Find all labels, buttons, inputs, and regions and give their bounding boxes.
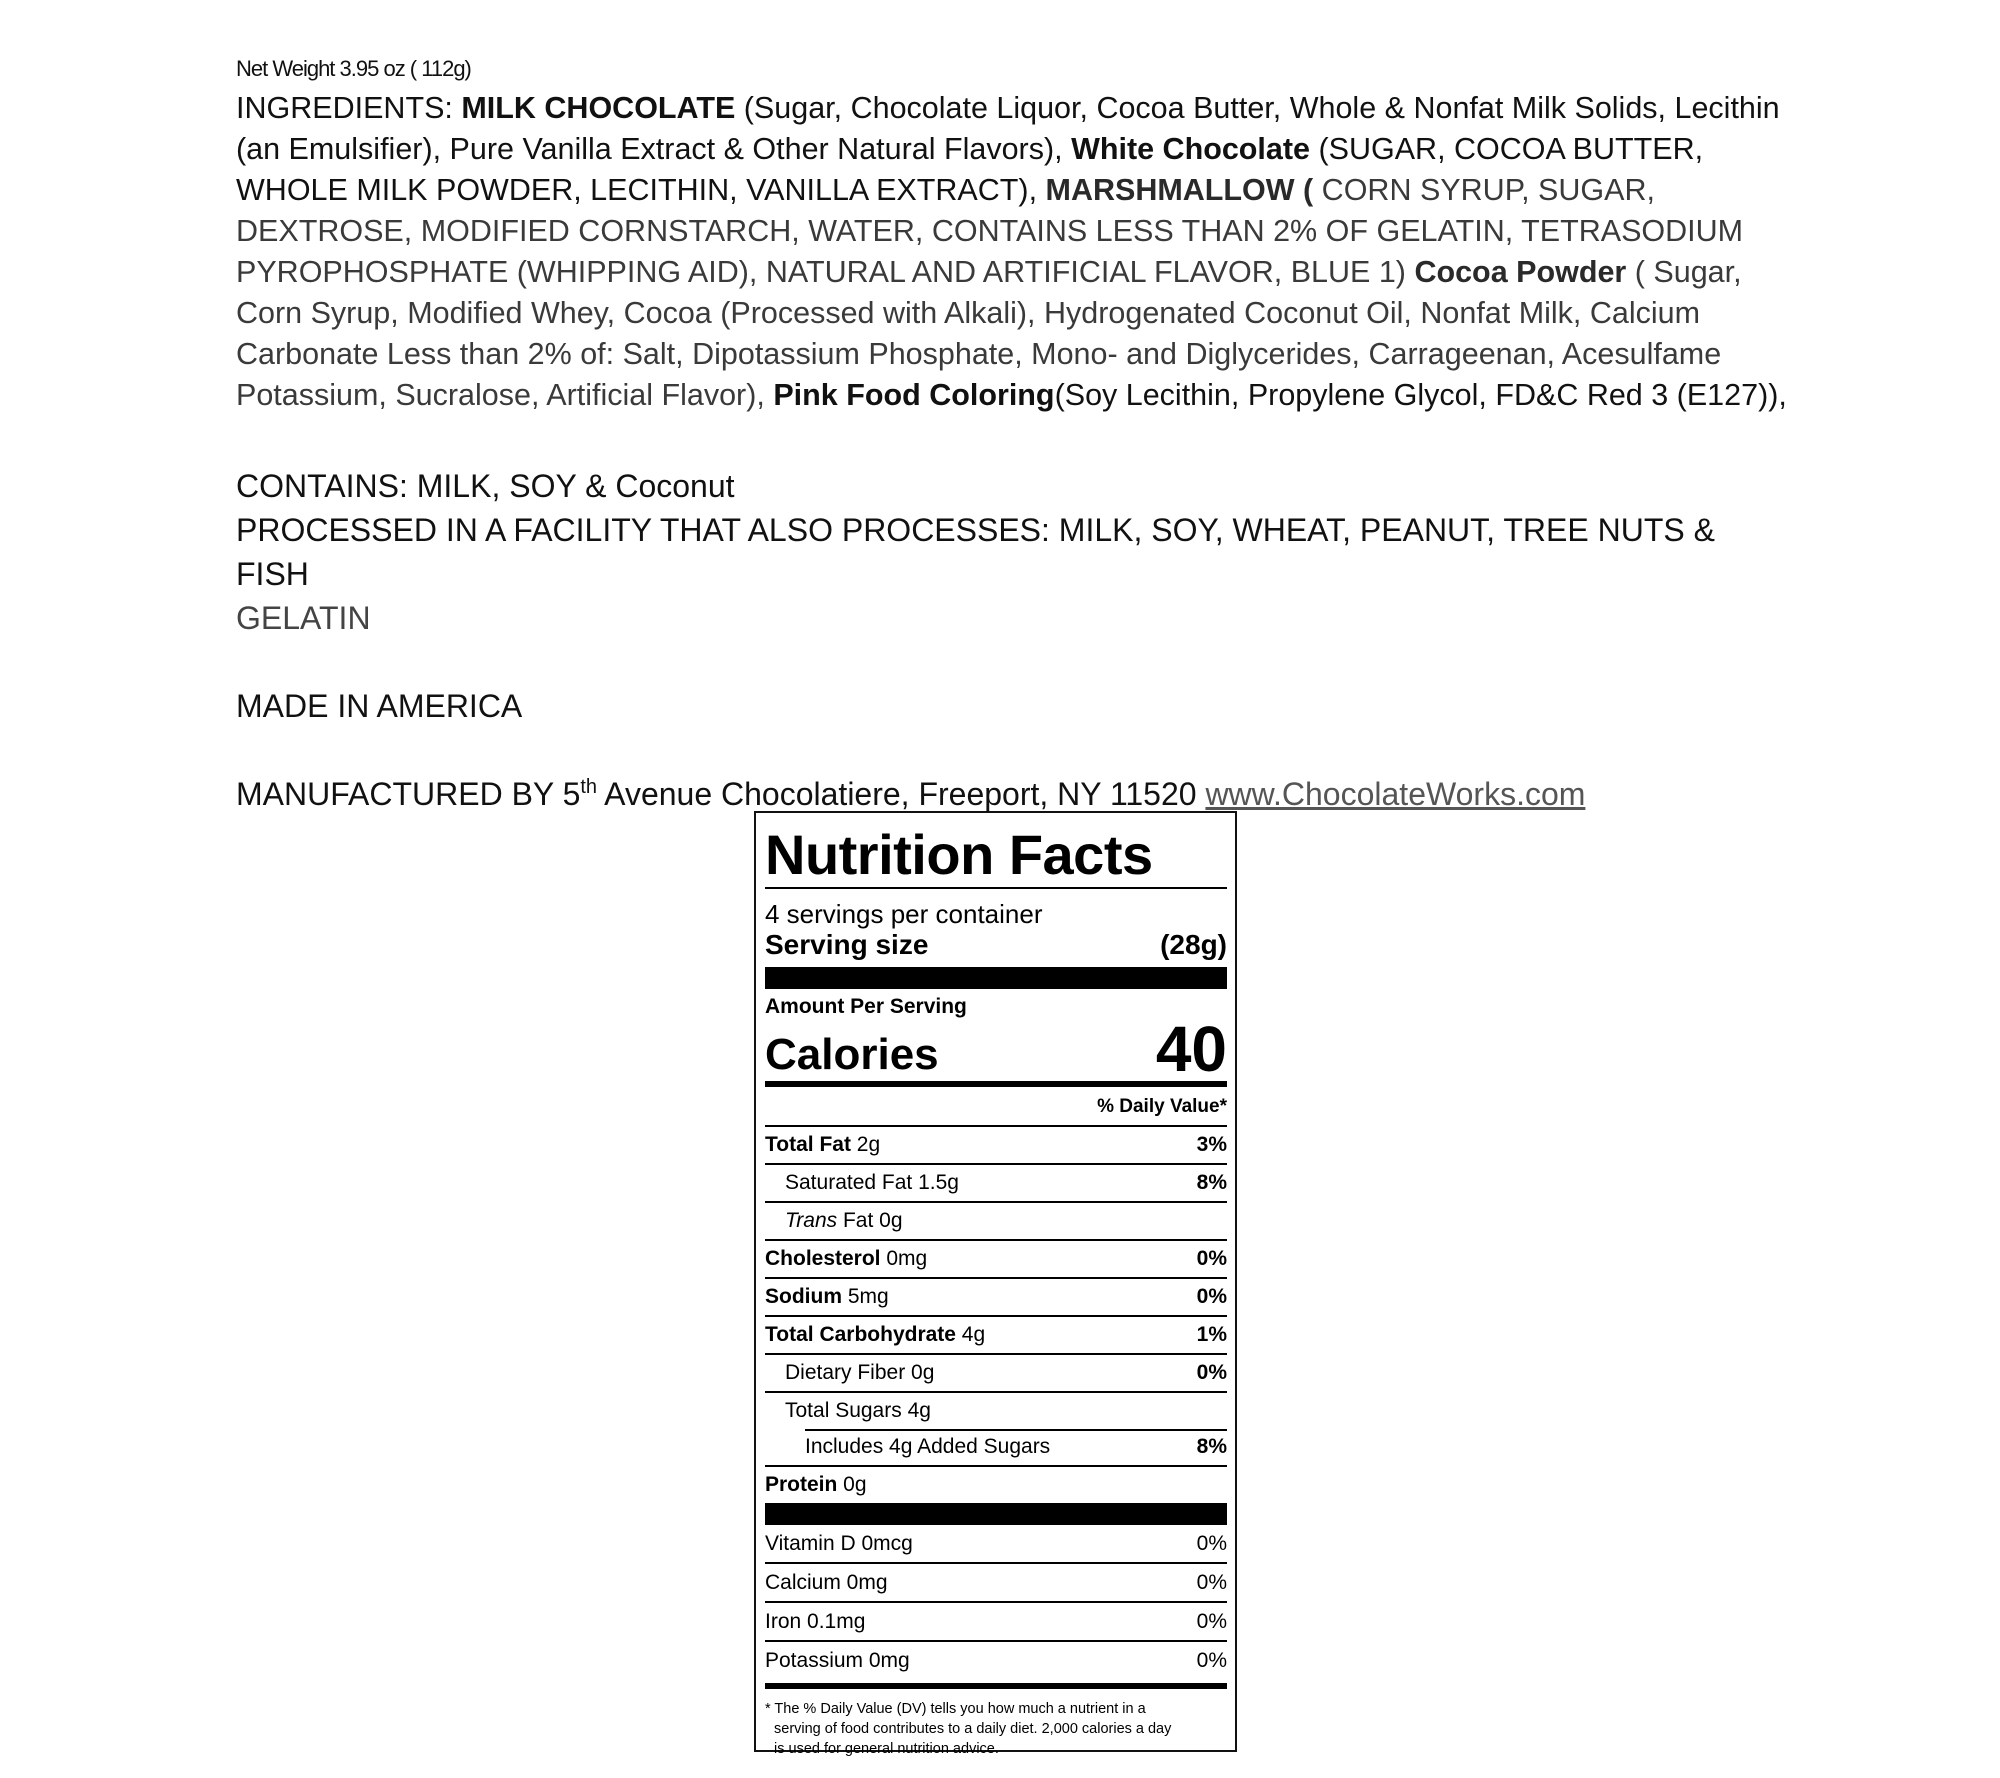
vitamin-row-iron <box>765 1601 1227 1640</box>
footnote-line: * The % Daily Value (DV) tells you how much a nutrient in a <box>765 1701 1146 1717</box>
nutrient-row-dietary-fiber <box>765 1353 1227 1391</box>
ingredient-cocoa-powder-desc: ( Sugar, Corn Syrup, Modified Whey, Cocoa (Processed with Alkali), Hydrogenated Coconut Oil, Nonfat Milk, Calcium Carbonate Less than 2% of: Salt, Dipotassium Phosphate, Mono- and Diglycerides, Carrageenan, Acesulfame Potassium, Sucralose, Artificial Flavor), <box>236 255 1742 412</box>
nutrient-amount: 0mg <box>880 1247 928 1270</box>
nutrient-name: Total Carbohydrate <box>765 1323 956 1346</box>
footnote-line: serving of food contributes to a daily diet. 2,000 calories a day <box>774 1721 1172 1737</box>
footnote-line: is used for general nutrition advice. <box>774 1741 999 1757</box>
facility-statement: PROCESSED IN A FACILITY THAT ALSO PROCESSES: MILK, SOY, WHEAT, PEANUT, TREE NUTS & FISH <box>236 512 1715 592</box>
ingredients-paragraph <box>236 88 1796 416</box>
nutrient-row-added-sugars <box>765 1429 1227 1465</box>
serving-size-row <box>765 929 1227 961</box>
vitamin-name: Calcium 0mg <box>765 1570 888 1594</box>
nutrient-percent: 1% <box>1196 1323 1227 1346</box>
nutrient-amount: 2g <box>850 1133 881 1156</box>
nutrient-amount: Fat 0g <box>837 1209 903 1232</box>
ingredient-pink-coloring: Pink Food Coloring <box>773 378 1055 412</box>
nutrition-facts-title: Nutrition Facts <box>765 823 1153 886</box>
serving-size-value: (28g) <box>1160 929 1227 960</box>
calories-value: 40 <box>1155 1013 1227 1085</box>
nutrient-row-saturated-fat <box>765 1163 1227 1201</box>
nutrient-name: Includes 4g Added Sugars <box>805 1435 1051 1458</box>
website-link[interactable]: www.ChocolateWorks.com <box>1205 776 1586 812</box>
divider-heavy <box>765 967 1227 989</box>
nutrition-facts-panel <box>754 811 1237 1757</box>
daily-value-footnote <box>765 1689 1227 1759</box>
ingredient-white-chocolate: White Chocolate <box>1071 132 1310 166</box>
vitamin-percent: 0% <box>1196 1531 1227 1555</box>
nutrient-percent: 8% <box>1196 1171 1227 1194</box>
divider <box>765 887 1227 889</box>
nutrient-row-total-carbohydrate <box>765 1315 1227 1353</box>
manufacturer-ordinal: th <box>580 776 598 798</box>
product-label-text <box>236 56 1796 816</box>
nutrient-amount: 5mg <box>842 1285 889 1308</box>
nutrient-row-cholesterol <box>765 1239 1227 1277</box>
nutrient-name: Total Fat <box>765 1133 851 1156</box>
nutrient-row-sodium <box>765 1277 1227 1315</box>
nutrient-name: Total Sugars 4g <box>785 1399 931 1422</box>
ingredient-milk-chocolate-desc: (Sugar, Chocolate Liquor, Cocoa Butter, Whole & Nonfat Milk Solids, Lecithin (an Emulsifier), Pure Vanilla Extract & Other Natural Flavors), <box>236 91 1780 166</box>
nutrient-name: Sodium <box>765 1285 842 1308</box>
divider-heavy <box>765 1503 1227 1525</box>
nutrient-name: Cholesterol <box>765 1247 881 1270</box>
nutrient-name: Saturated Fat 1.5g <box>785 1171 959 1194</box>
nutrient-amount: 4g <box>955 1323 986 1346</box>
vitamin-percent: 0% <box>1196 1570 1227 1594</box>
vitamin-name: Potassium 0mg <box>765 1648 910 1672</box>
ingredient-milk-chocolate: MILK CHOCOLATE <box>461 91 736 125</box>
calories-row <box>765 1013 1227 1085</box>
ingredient-marshmallow-desc: CORN SYRUP, SUGAR, DEXTROSE, MODIFIED CORNSTARCH, WATER, CONTAINS LESS THAN 2% OF GELATIN, TETRASODIUM PYROPHOSPHATE (WHIPPING AID), NATURAL AND ARTIFICIAL FLAVOR, BLUE 1) <box>236 173 1744 289</box>
amount-per-serving: Amount Per Serving <box>765 995 967 1018</box>
nutrient-name: Dietary Fiber 0g <box>785 1361 935 1384</box>
vitamin-name: Vitamin D 0mcg <box>765 1531 913 1555</box>
ingredient-marshmallow: MARSHMALLOW ( <box>1045 173 1314 207</box>
nutrient-percent: 0% <box>1196 1247 1227 1270</box>
daily-value-header: % Daily Value* <box>1097 1096 1227 1117</box>
nutrient-name-italic: Trans <box>785 1209 838 1232</box>
gelatin-statement: GELATIN <box>236 600 371 636</box>
nutrient-row-trans-fat <box>765 1201 1227 1239</box>
nutrient-row-total-sugars <box>765 1391 1227 1429</box>
vitamin-row-vitamin-d <box>765 1525 1227 1562</box>
nutrient-name: Protein <box>765 1473 838 1496</box>
vitamin-percent: 0% <box>1196 1648 1227 1672</box>
allergen-info <box>236 464 1796 640</box>
manufacturer-suffix: Avenue Chocolatiere, Freeport, NY 11520 <box>597 776 1206 812</box>
nutrient-percent: 0% <box>1196 1285 1227 1308</box>
nutrient-percent: 3% <box>1196 1133 1227 1156</box>
made-in-statement: MADE IN AMERICA <box>236 688 523 724</box>
servings-per-container: 4 servings per container <box>765 899 1043 929</box>
contains-statement: CONTAINS: MILK, SOY & Coconut <box>236 468 735 504</box>
ingredient-white-chocolate-desc: (SUGAR, COCOA BUTTER, WHOLE MILK POWDER, LECITHIN, VANILLA EXTRACT), <box>236 132 1704 207</box>
nutrient-percent: 0% <box>1196 1361 1227 1384</box>
nutrient-row-total-fat <box>765 1125 1227 1163</box>
vitamin-row-potassium <box>765 1640 1227 1679</box>
nutrient-percent: 8% <box>1196 1435 1227 1458</box>
ingredients-label: INGREDIENTS: <box>236 91 462 125</box>
calories-label: Calories <box>765 1030 939 1079</box>
ingredient-pink-coloring-desc: (Soy Lecithin, Propylene Glycol, FD&C Red 3 (E127)), <box>1054 378 1787 412</box>
ingredient-cocoa-powder: Cocoa Powder <box>1414 255 1627 289</box>
net-weight: Net Weight 3.95 oz ( 112g) <box>236 56 471 81</box>
nutrient-row-protein <box>765 1465 1227 1503</box>
manufacturer-prefix: MANUFACTURED BY 5 <box>236 776 581 812</box>
vitamin-name: Iron 0.1mg <box>765 1609 866 1633</box>
manufacturer-statement <box>236 772 1796 816</box>
vitamin-row-calcium <box>765 1562 1227 1601</box>
vitamin-percent: 0% <box>1196 1609 1227 1633</box>
nutrient-amount: 0g <box>837 1473 867 1496</box>
serving-size-label: Serving size <box>765 929 929 960</box>
